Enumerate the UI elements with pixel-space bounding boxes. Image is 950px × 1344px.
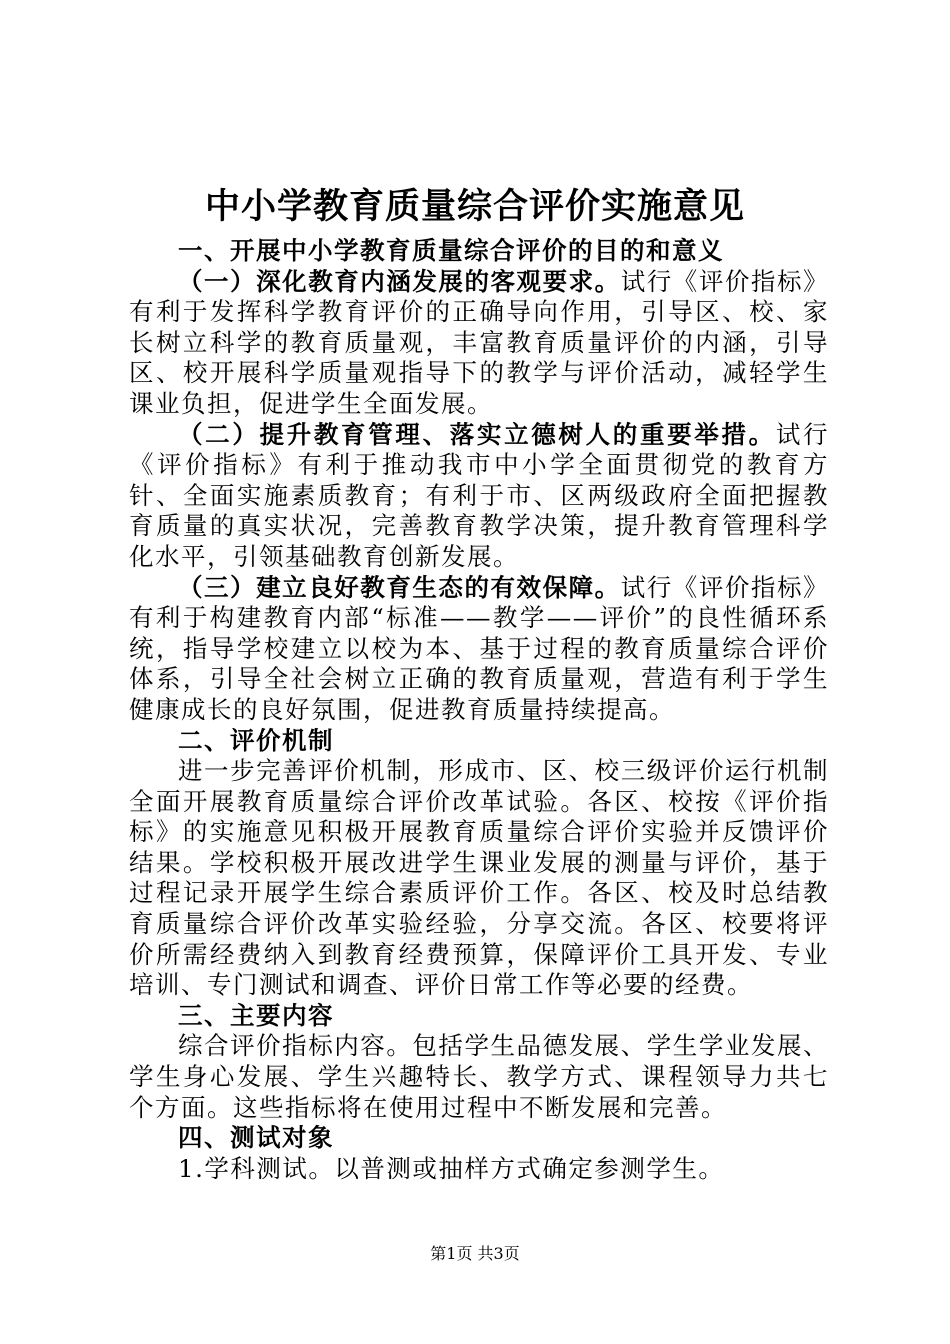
paragraph (129, 1154, 829, 1185)
paragraph (129, 420, 829, 573)
paragraph-text: 试行《评价指标》有利于推动我市中小学全面贯彻党的教育方针、全面实施素质教育；有利于市、区两级政府全面把握教育质量的真实状况，完善教育教学决策，提升教育管理科学化水平，引领基础教育创新发展。 (129, 419, 830, 571)
document-body (129, 236, 829, 1184)
paragraph-text: 试行《评价指标》有利于发挥科学教育评价的正确导向作用，引导区、校、家长树立科学的教育质量观，丰富教育质量评价的内涵，引导区、校开展科学质量观指导下的教学与评价活动，减轻学生课业负担，促进学生全面发展。 (129, 266, 830, 418)
paragraph (129, 573, 829, 726)
paragraph-lead: （二）提升教育管理、落实立德树人的重要举措。 (178, 419, 776, 449)
section-heading: 二、评价机制 (178, 725, 334, 755)
page-title: 中小学教育质量综合评价实施意见 (204, 187, 745, 227)
paragraph (129, 756, 829, 1001)
section-heading: 一、开展中小学教育质量综合评价的目的和意义 (178, 236, 724, 265)
paragraph-lead: （一）深化教育内涵发展的客观要求。 (178, 266, 621, 296)
paragraph-text: 试行《评价指标》有利于构建教育内部“标准——教学——评价”的良性循环系统，指导学校建立以校为本、基于过程的教育质量综合评价体系，引导全社会树立正确的教育质量观，营造有利于学生健康成长的良好氛围，促进教育质量持续提高。 (129, 572, 830, 724)
paragraph (129, 1031, 829, 1123)
paragraph-text: 进一步完善评价机制，形成市、区、校三级评价运行机制全面开展教育质量综合评价改革试验。各区、校按《评价指标》的实施意见积极开展教育质量综合评价实验并反馈评价结果。学校积极开展改进学生课业发展的测量与评价，基于过程记录开展学生综合素质评价工作。各区、校及时总结教育质量综合评价改革实验经验，分享交流。各区、校要将评价所需经费纳入到教育经费预算，保障评价工具开发、专业培训、专门测试和调查、评价日常工作等必要的经费。 (129, 756, 829, 1000)
section-heading: 四、测试对象 (178, 1123, 334, 1153)
section-heading: 三、主要内容 (178, 1000, 334, 1030)
paragraph-text: 综合评价指标内容。包括学生品德发展、学生学业发展、学生身心发展、学生兴趣特长、教学方式、课程领导力共七个方面。这些指标将在使用过程中不断发展和完善。 (129, 1031, 829, 1122)
page-footer: 第1页 共3页 (430, 1244, 520, 1263)
paragraph-lead: （三）建立良好教育生态的有效保障。 (178, 572, 621, 602)
paragraph (129, 267, 829, 420)
paragraph-text: 1.学科测试。以普测或抽样方式确定参测学生。 (178, 1153, 725, 1183)
